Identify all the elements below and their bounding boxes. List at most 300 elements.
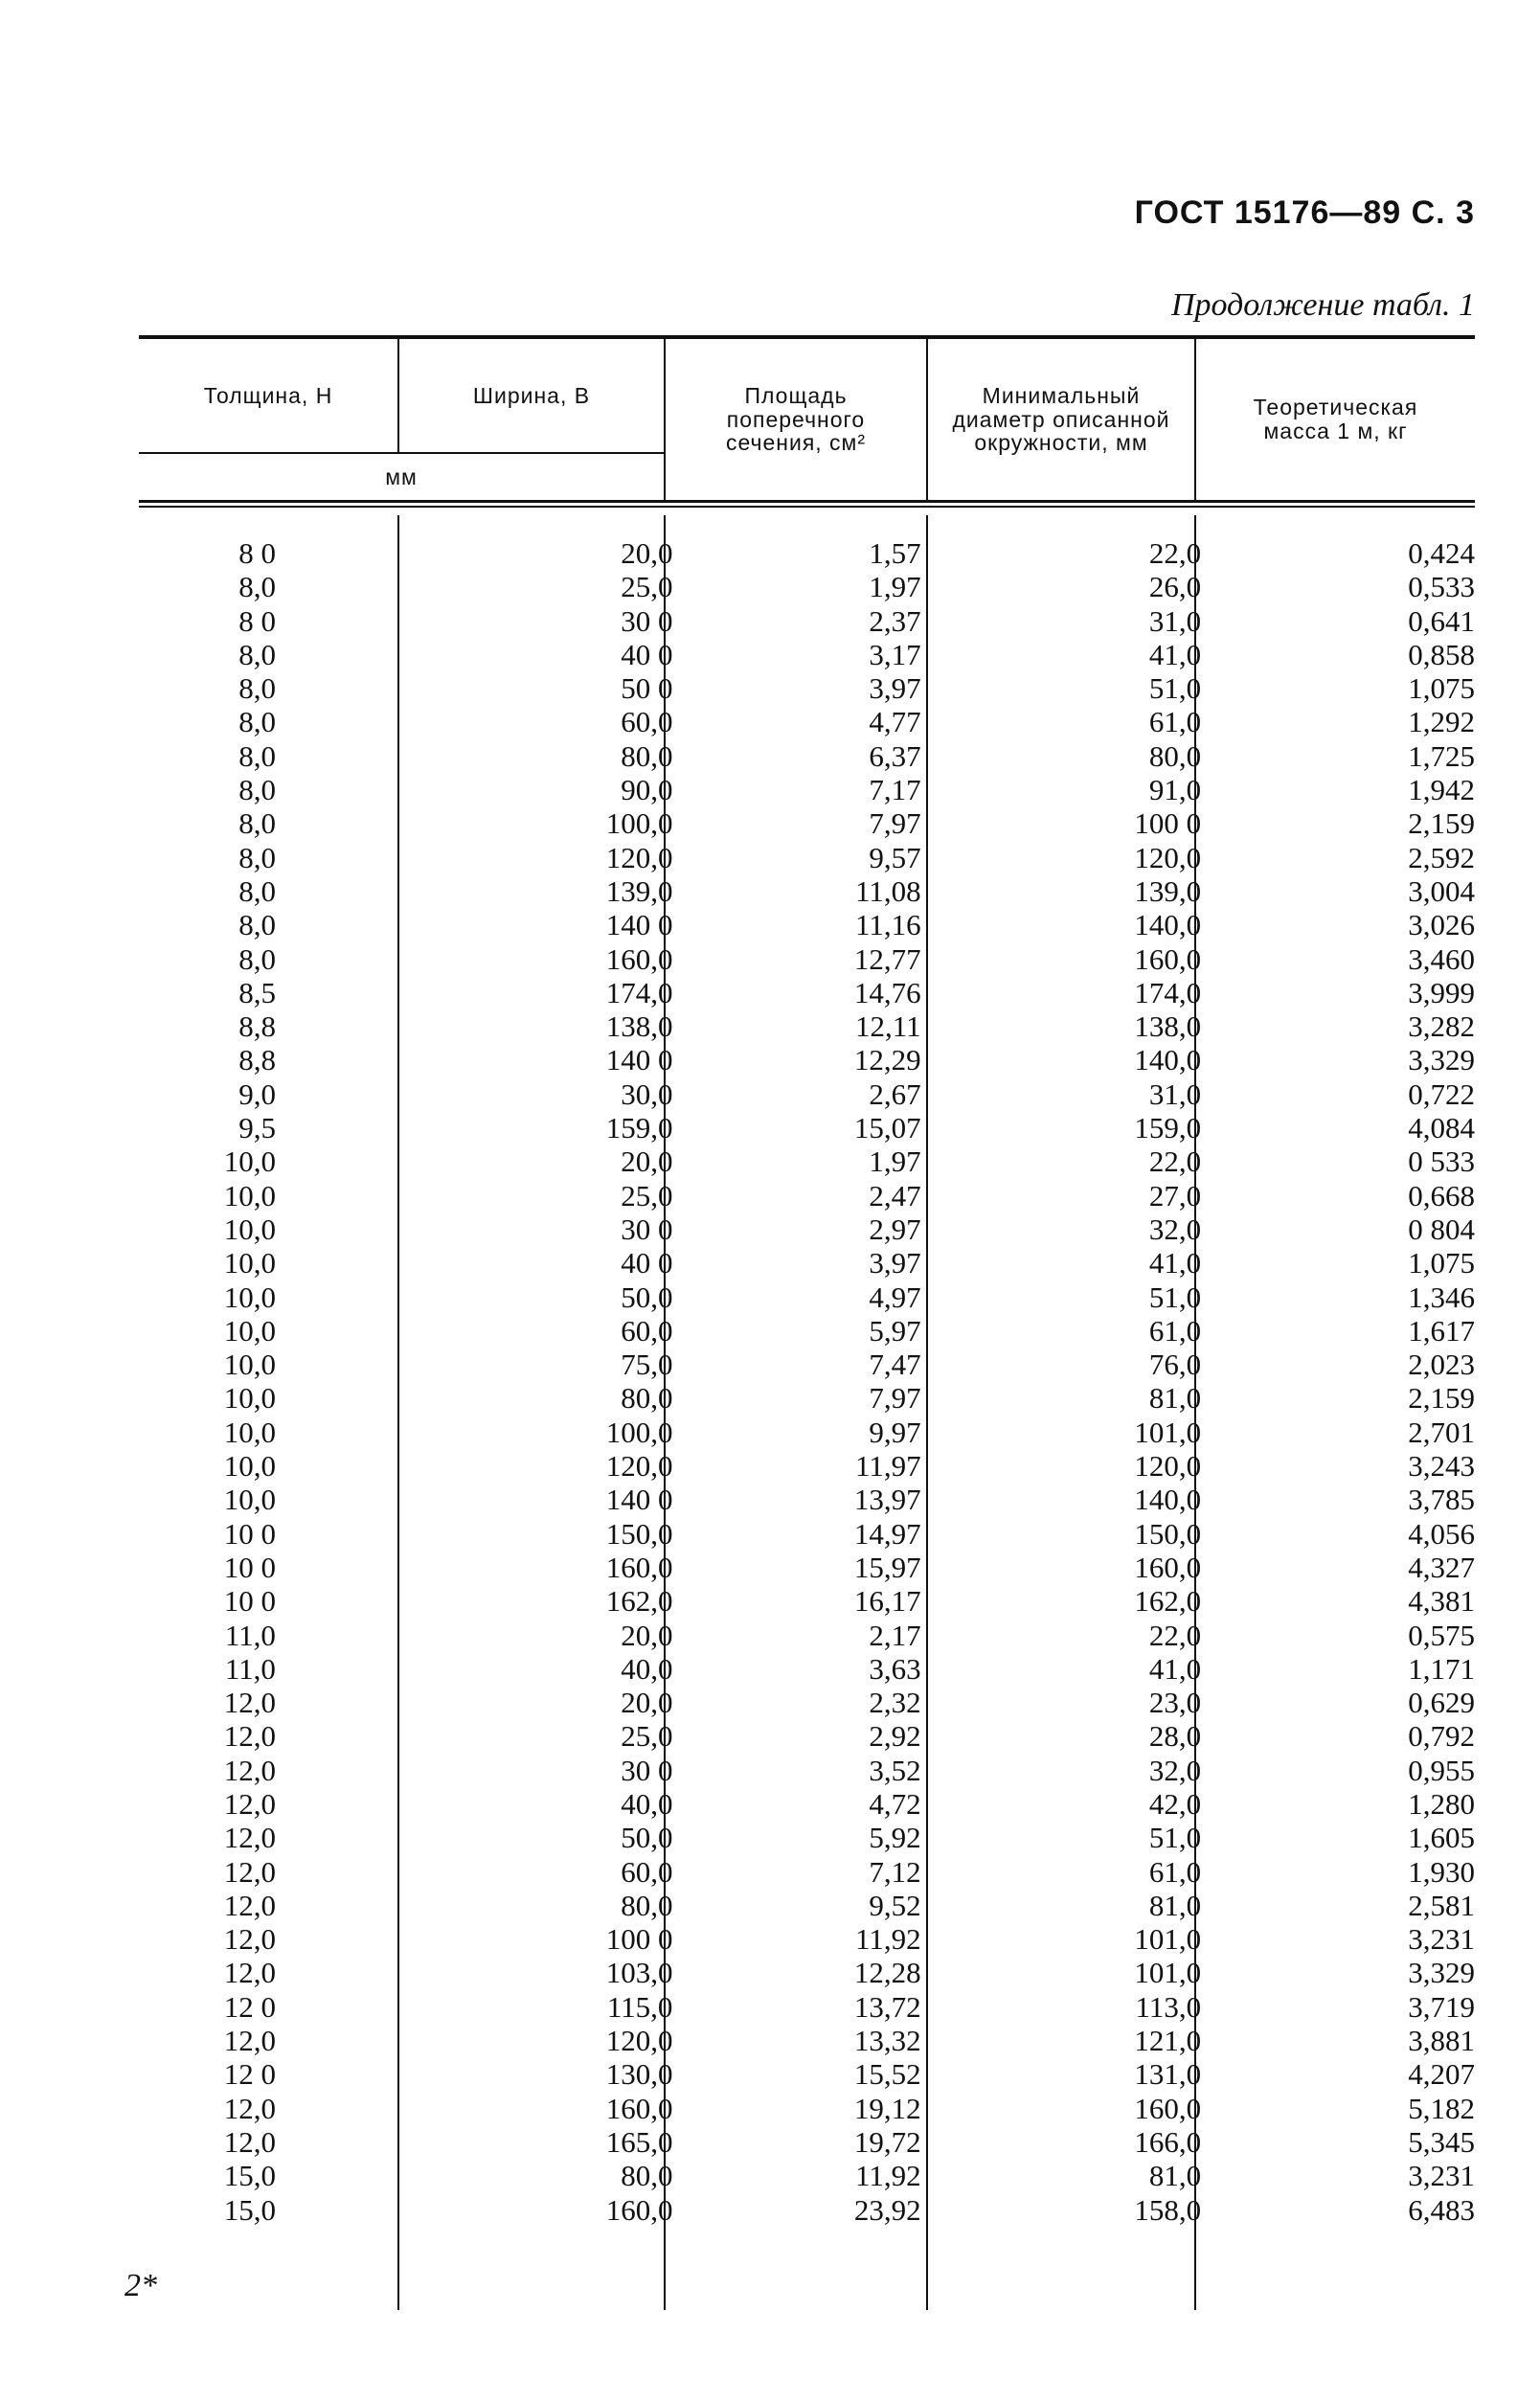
width-cell: 60,0 — [621, 1313, 673, 1348]
area-cell: 9,57 — [869, 840, 921, 874]
area-cell: 23,92 — [853, 2192, 921, 2227]
area-cell: 9,97 — [869, 1415, 921, 1449]
table-row — [139, 1652, 1475, 1686]
thickness-cell: 10,0 — [223, 1144, 276, 1179]
mass-cell: 0,858 — [1408, 637, 1476, 671]
body-divider-2 — [664, 515, 666, 2310]
width-cell: 174,0 — [605, 975, 673, 1009]
thickness-cell: 10,0 — [223, 1280, 276, 1314]
table-row — [139, 1246, 1475, 1280]
table-row — [139, 1483, 1475, 1516]
thickness-cell: 10,0 — [223, 1483, 276, 1517]
width-cell: 40 0 — [621, 637, 673, 671]
thickness-cell: 10,0 — [223, 1313, 276, 1348]
mass-cell: 3,881 — [1408, 2024, 1476, 2058]
table-row — [139, 1449, 1475, 1483]
thickness-cell: 12,0 — [223, 1956, 276, 1990]
diameter-cell: 41,0 — [1148, 1651, 1202, 1686]
thickness-cell: 10,0 — [223, 1381, 276, 1416]
mass-cell: 3,231 — [1408, 1922, 1476, 1957]
diameter-cell: 81,0 — [1148, 1888, 1202, 1922]
mass-cell: 3,329 — [1408, 1043, 1476, 1077]
diameter-cell: 160,0 — [1134, 941, 1202, 976]
thickness-cell: 8,0 — [238, 941, 276, 976]
table-row — [139, 739, 1475, 773]
thickness-cell: 12 0 — [223, 2057, 276, 2092]
area-cell: 2,47 — [869, 1178, 921, 1212]
diameter-cell: 61,0 — [1148, 1313, 1202, 1348]
column-header-diameter: Минимальный диаметр описанной окружности, мм — [952, 382, 1170, 456]
header-divider-1 — [397, 339, 399, 452]
thickness-cell: 8,0 — [238, 908, 276, 942]
width-cell: 40,0 — [621, 1786, 673, 1821]
thickness-cell: 8,5 — [238, 975, 276, 1009]
area-cell: 19,72 — [853, 2124, 921, 2159]
mass-cell: 5,182 — [1408, 2091, 1476, 2125]
mass-cell: 2,159 — [1408, 1381, 1476, 1416]
width-cell: 160,0 — [605, 2192, 673, 2227]
area-cell: 7,17 — [869, 773, 921, 807]
diameter-cell: 61,0 — [1148, 705, 1202, 739]
area-cell: 12,29 — [853, 1043, 921, 1077]
area-cell: 2,97 — [869, 1212, 921, 1246]
thickness-cell: 12,0 — [223, 2091, 276, 2125]
area-cell: 4,77 — [869, 705, 921, 739]
area-cell: 6,37 — [869, 738, 921, 773]
area-cell: 4,97 — [869, 1280, 921, 1314]
thickness-cell: 8,0 — [238, 840, 276, 874]
width-cell: 30,0 — [621, 1076, 673, 1111]
table-row — [139, 671, 1475, 705]
thickness-cell: 10,0 — [223, 1178, 276, 1212]
thickness-cell: 8,0 — [238, 705, 276, 739]
table-row — [139, 1416, 1475, 1449]
width-cell: 160,0 — [605, 1550, 673, 1584]
table-row — [139, 1381, 1475, 1415]
area-cell: 2,32 — [869, 1686, 921, 1720]
diameter-cell: 51,0 — [1148, 1280, 1202, 1314]
thickness-cell: 8,0 — [238, 738, 276, 773]
mass-cell: 3,004 — [1408, 873, 1476, 908]
diameter-cell: 113,0 — [1135, 1989, 1202, 2024]
table-row — [139, 1280, 1475, 1314]
mass-cell: 1,346 — [1408, 1280, 1476, 1314]
area-cell: 7,97 — [869, 806, 921, 841]
table-caption: Продолжение табл. 1 — [1170, 287, 1475, 323]
mass-cell: 2,581 — [1408, 1888, 1476, 1922]
table-row — [139, 874, 1475, 908]
width-cell: 25,0 — [621, 1178, 673, 1212]
diameter-cell: 101,0 — [1134, 1415, 1202, 1449]
thickness-cell: 10,0 — [223, 1348, 276, 1382]
table-row — [139, 1855, 1475, 1889]
area-cell: 13,32 — [853, 2024, 921, 2058]
mass-cell: 1,942 — [1408, 773, 1476, 807]
width-cell: 120,0 — [605, 840, 673, 874]
table-row — [139, 2092, 1475, 2125]
table-row — [139, 1517, 1475, 1551]
table-row — [139, 1719, 1475, 1753]
thickness-cell: 12,0 — [223, 1719, 276, 1754]
table-row — [139, 908, 1475, 941]
mass-cell: 0,629 — [1408, 1686, 1476, 1720]
table-row — [139, 1922, 1475, 1956]
area-cell: 15,52 — [853, 2057, 921, 2092]
diameter-cell: 140,0 — [1134, 1043, 1202, 1077]
diameter-cell: 51,0 — [1148, 1821, 1202, 1855]
table-row — [139, 1111, 1475, 1144]
table-row — [139, 570, 1475, 603]
width-cell: 100,0 — [605, 1415, 673, 1449]
width-cell: 60,0 — [621, 1854, 673, 1889]
width-cell: 160,0 — [605, 2091, 673, 2125]
thickness-cell: 8,0 — [238, 637, 276, 671]
mass-cell: 0,641 — [1408, 603, 1476, 638]
table-row — [139, 1179, 1475, 1212]
mass-cell: 1,075 — [1408, 1246, 1476, 1280]
width-cell: 60,0 — [621, 705, 673, 739]
width-cell: 30 0 — [621, 1212, 673, 1246]
area-cell: 3,17 — [869, 637, 921, 671]
diameter-cell: 51,0 — [1148, 671, 1202, 706]
mass-cell: 4,056 — [1408, 1516, 1476, 1551]
diameter-cell: 174,0 — [1134, 975, 1202, 1009]
area-cell: 7,97 — [869, 1381, 921, 1416]
width-cell: 75,0 — [621, 1348, 673, 1382]
thickness-cell: 8,0 — [238, 873, 276, 908]
diameter-cell: 120,0 — [1134, 840, 1202, 874]
table-row — [139, 1348, 1475, 1381]
mass-cell: 0,955 — [1408, 1753, 1476, 1787]
thickness-cell: 10 0 — [223, 1584, 276, 1619]
mass-cell: 3,231 — [1408, 2159, 1476, 2193]
area-cell: 9,52 — [869, 1888, 921, 1922]
table-body — [139, 508, 1475, 2310]
width-cell: 40 0 — [621, 1246, 673, 1280]
diameter-cell: 101,0 — [1134, 1956, 1202, 1990]
diameter-cell: 41,0 — [1148, 1246, 1202, 1280]
thickness-cell: 12,0 — [223, 1821, 276, 1855]
thickness-cell: 9,5 — [238, 1111, 276, 1145]
thickness-cell: 12,0 — [223, 1922, 276, 1957]
dimensions-table — [139, 335, 1475, 2310]
table-row — [139, 1619, 1475, 1652]
diameter-cell: 120,0 — [1134, 1449, 1202, 1484]
diameter-cell: 22,0 — [1148, 1618, 1202, 1652]
mass-cell: 2,701 — [1408, 1415, 1476, 1449]
diameter-cell: 162,0 — [1134, 1584, 1202, 1619]
diameter-cell: 27,0 — [1148, 1178, 1202, 1212]
table-row — [139, 1077, 1475, 1111]
area-cell: 5,92 — [869, 1821, 921, 1855]
mass-cell: 0,792 — [1408, 1719, 1476, 1754]
area-cell: 3,63 — [869, 1651, 921, 1686]
mass-cell: 1,605 — [1408, 1821, 1476, 1855]
width-cell: 30 0 — [621, 1753, 673, 1787]
mass-cell: 0,533 — [1408, 570, 1476, 604]
width-cell: 20,0 — [621, 1618, 673, 1652]
table-header — [139, 339, 1475, 500]
area-cell: 15,97 — [853, 1550, 921, 1584]
mass-cell: 3,026 — [1408, 908, 1476, 942]
thickness-cell: 10,0 — [223, 1246, 276, 1280]
mass-cell: 4,084 — [1408, 1111, 1476, 1145]
diameter-cell: 166,0 — [1134, 2124, 1202, 2159]
width-cell: 165,0 — [605, 2124, 673, 2159]
thickness-cell: 8,0 — [238, 570, 276, 604]
table-row — [139, 1889, 1475, 1922]
thickness-cell: 12 0 — [223, 1989, 276, 2024]
table-row — [139, 1821, 1475, 1854]
diameter-cell: 32,0 — [1148, 1753, 1202, 1787]
thickness-cell: 15,0 — [223, 2192, 276, 2227]
diameter-cell: 101,0 — [1134, 1922, 1202, 1957]
mass-cell: 0,668 — [1408, 1178, 1476, 1212]
table-row — [139, 2193, 1475, 2227]
table-row — [139, 942, 1475, 976]
mass-cell: 2,592 — [1408, 840, 1476, 874]
mass-cell: 1,171 — [1408, 1651, 1476, 1686]
table-row — [139, 1956, 1475, 1989]
table-row — [139, 2125, 1475, 2159]
column-header-mass: Теоретическая масса 1 м, кг — [1253, 395, 1418, 443]
thickness-cell: 12,0 — [223, 1888, 276, 1922]
width-cell: 80,0 — [621, 2159, 673, 2193]
area-cell: 2,92 — [869, 1719, 921, 1754]
mass-cell: 0,722 — [1408, 1076, 1476, 1111]
table-row — [139, 2024, 1475, 2057]
table-row — [139, 705, 1475, 738]
area-cell: 13,72 — [853, 1989, 921, 2024]
width-cell: 50 0 — [621, 671, 673, 706]
area-cell: 12,11 — [855, 1009, 921, 1044]
area-cell: 11,92 — [855, 1922, 921, 1957]
header-divider-4 — [1194, 339, 1196, 500]
thickness-cell: 10,0 — [223, 1212, 276, 1246]
diameter-cell: 26,0 — [1148, 570, 1202, 604]
thickness-cell: 12,0 — [223, 1753, 276, 1787]
width-cell: 100,0 — [605, 806, 673, 841]
area-cell: 13,97 — [853, 1483, 921, 1517]
table-row — [139, 1584, 1475, 1618]
mass-cell: 1,617 — [1408, 1313, 1476, 1348]
diameter-cell: 31,0 — [1148, 603, 1202, 638]
mass-cell: 3,329 — [1408, 1956, 1476, 1990]
width-cell: 80,0 — [621, 738, 673, 773]
area-cell: 1,97 — [869, 1144, 921, 1179]
mass-cell: 1,075 — [1408, 671, 1476, 706]
width-cell: 140 0 — [605, 1483, 673, 1517]
diameter-cell: 22,0 — [1148, 1144, 1202, 1179]
area-cell: 11,97 — [855, 1449, 921, 1484]
table-row — [139, 806, 1475, 840]
table-row — [139, 1043, 1475, 1076]
area-cell: 2,37 — [869, 603, 921, 638]
diameter-cell: 131,0 — [1134, 2057, 1202, 2092]
width-cell: 20,0 — [621, 536, 673, 570]
header-divider-3 — [926, 339, 928, 500]
mass-cell: 2,023 — [1408, 1348, 1476, 1382]
width-cell: 162,0 — [605, 1584, 673, 1619]
width-cell: 115,0 — [606, 1989, 673, 2024]
mass-cell: 3,719 — [1408, 1989, 1476, 2024]
unit-divider — [139, 452, 664, 454]
mass-cell: 4,207 — [1408, 2057, 1476, 2092]
area-cell: 3,97 — [869, 1246, 921, 1280]
mass-cell: 3,282 — [1408, 1009, 1476, 1044]
mass-cell: 0,424 — [1408, 536, 1476, 570]
thickness-cell: 8,8 — [238, 1043, 276, 1077]
width-cell: 20,0 — [621, 1686, 673, 1720]
area-cell: 14,76 — [853, 975, 921, 1009]
mass-cell: 2,159 — [1408, 806, 1476, 841]
mass-cell: 5,345 — [1408, 2124, 1476, 2159]
table-row — [139, 638, 1475, 671]
table-row — [139, 976, 1475, 1009]
area-cell: 1,57 — [869, 536, 921, 570]
thickness-cell: 12,0 — [223, 1854, 276, 1889]
diameter-cell: 140,0 — [1134, 908, 1202, 942]
diameter-cell: 23,0 — [1148, 1686, 1202, 1720]
diameter-cell: 159,0 — [1134, 1111, 1202, 1145]
width-cell: 25,0 — [621, 570, 673, 604]
header-divider-2 — [664, 339, 666, 500]
mass-cell: 3,785 — [1408, 1483, 1476, 1517]
area-cell: 14,97 — [853, 1516, 921, 1551]
thickness-cell: 8 0 — [238, 603, 276, 638]
thickness-cell: 11,0 — [224, 1618, 276, 1652]
table-row — [139, 604, 1475, 638]
table-row — [139, 1009, 1475, 1043]
area-cell: 3,52 — [869, 1753, 921, 1787]
width-cell: 160,0 — [605, 941, 673, 976]
diameter-cell: 41,0 — [1148, 637, 1202, 671]
mass-cell: 1,930 — [1408, 1854, 1476, 1889]
thickness-cell: 8 0 — [238, 536, 276, 570]
body-divider-1 — [397, 515, 399, 2310]
width-cell: 130,0 — [605, 2057, 673, 2092]
width-cell: 80,0 — [621, 1381, 673, 1416]
table-row — [139, 1990, 1475, 2024]
table-row — [139, 536, 1475, 570]
thickness-cell: 11,0 — [224, 1651, 276, 1686]
area-cell: 7,12 — [869, 1854, 921, 1889]
area-cell: 12,77 — [853, 941, 921, 976]
mass-cell: 3,999 — [1408, 975, 1476, 1009]
diameter-cell: 139,0 — [1134, 873, 1202, 908]
width-cell: 103,0 — [605, 1956, 673, 1990]
width-cell: 80,0 — [621, 1888, 673, 1922]
thickness-cell: 12,0 — [223, 2124, 276, 2159]
width-cell: 25,0 — [621, 1719, 673, 1754]
diameter-cell: 22,0 — [1148, 536, 1202, 570]
mass-cell: 4,327 — [1408, 1550, 1476, 1584]
diameter-cell: 150,0 — [1134, 1516, 1202, 1551]
area-cell: 4,72 — [869, 1786, 921, 1821]
diameter-cell: 28,0 — [1148, 1719, 1202, 1754]
diameter-cell: 31,0 — [1148, 1076, 1202, 1111]
thickness-cell: 10,0 — [223, 1449, 276, 1484]
mass-cell: 0,575 — [1408, 1618, 1476, 1652]
body-divider-3 — [926, 515, 928, 2310]
area-cell: 2,67 — [869, 1076, 921, 1111]
width-cell: 30 0 — [621, 603, 673, 638]
thickness-cell: 10,0 — [223, 1415, 276, 1449]
area-cell: 19,12 — [853, 2091, 921, 2125]
width-cell: 50,0 — [621, 1821, 673, 1855]
thickness-cell: 12,0 — [223, 1786, 276, 1821]
table-row — [139, 841, 1475, 874]
unit-label-mm: мм — [385, 464, 418, 489]
diameter-cell: 158,0 — [1134, 2192, 1202, 2227]
column-header-area: Площадь поперечного сечения, см² — [725, 382, 867, 456]
table-row — [139, 2057, 1475, 2091]
area-cell: 11,08 — [855, 873, 921, 908]
thickness-cell: 8,0 — [238, 773, 276, 807]
table-row — [139, 773, 1475, 806]
thickness-cell: 8,8 — [238, 1009, 276, 1044]
table-row — [139, 2159, 1475, 2192]
area-cell: 16,17 — [853, 1584, 921, 1619]
area-cell: 12,28 — [853, 1956, 921, 1990]
mass-cell: 0 533 — [1408, 1144, 1476, 1179]
diameter-cell: 81,0 — [1148, 2159, 1202, 2193]
diameter-cell: 121,0 — [1134, 2024, 1202, 2058]
mass-cell: 0 804 — [1408, 1212, 1476, 1246]
diameter-cell: 80,0 — [1148, 738, 1202, 773]
area-cell: 2,17 — [869, 1618, 921, 1652]
width-cell: 50,0 — [621, 1280, 673, 1314]
diameter-cell: 42,0 — [1148, 1786, 1202, 1821]
table-row — [139, 1314, 1475, 1348]
thickness-cell: 15,0 — [223, 2159, 276, 2193]
diameter-cell: 140,0 — [1134, 1483, 1202, 1517]
thickness-cell: 8,0 — [238, 806, 276, 841]
diameter-cell: 138,0 — [1134, 1009, 1202, 1044]
width-cell: 140 0 — [605, 1043, 673, 1077]
thickness-cell: 12,0 — [223, 2024, 276, 2058]
width-cell: 90,0 — [621, 773, 673, 807]
width-cell: 100 0 — [605, 1922, 673, 1957]
thickness-cell: 10 0 — [223, 1516, 276, 1551]
table-row — [139, 1212, 1475, 1246]
mass-cell: 6,483 — [1408, 2192, 1476, 2227]
mass-cell: 1,292 — [1408, 705, 1476, 739]
diameter-cell: 61,0 — [1148, 1854, 1202, 1889]
page-mark: 2* — [125, 2268, 157, 2303]
column-header-thickness: Толщина, H — [203, 382, 333, 408]
thickness-cell: 10 0 — [223, 1550, 276, 1584]
width-cell: 20,0 — [621, 1144, 673, 1179]
area-cell: 11,92 — [855, 2159, 921, 2193]
diameter-cell: 32,0 — [1148, 1212, 1202, 1246]
mass-cell: 3,460 — [1408, 941, 1476, 976]
table-row — [139, 1754, 1475, 1787]
diameter-cell: 100 0 — [1134, 806, 1202, 841]
width-cell: 159,0 — [605, 1111, 673, 1145]
width-cell: 120,0 — [605, 1449, 673, 1484]
mass-cell: 3,243 — [1408, 1449, 1476, 1484]
mass-cell: 1,725 — [1408, 738, 1476, 773]
width-cell: 138,0 — [605, 1009, 673, 1044]
body-divider-4 — [1194, 515, 1196, 2310]
width-cell: 140 0 — [605, 908, 673, 942]
table-row — [139, 1551, 1475, 1584]
area-cell: 3,97 — [869, 671, 921, 706]
diameter-cell: 91,0 — [1148, 773, 1202, 807]
column-header-width: Ширина, B — [472, 382, 591, 408]
mass-cell: 1,280 — [1408, 1786, 1476, 1821]
